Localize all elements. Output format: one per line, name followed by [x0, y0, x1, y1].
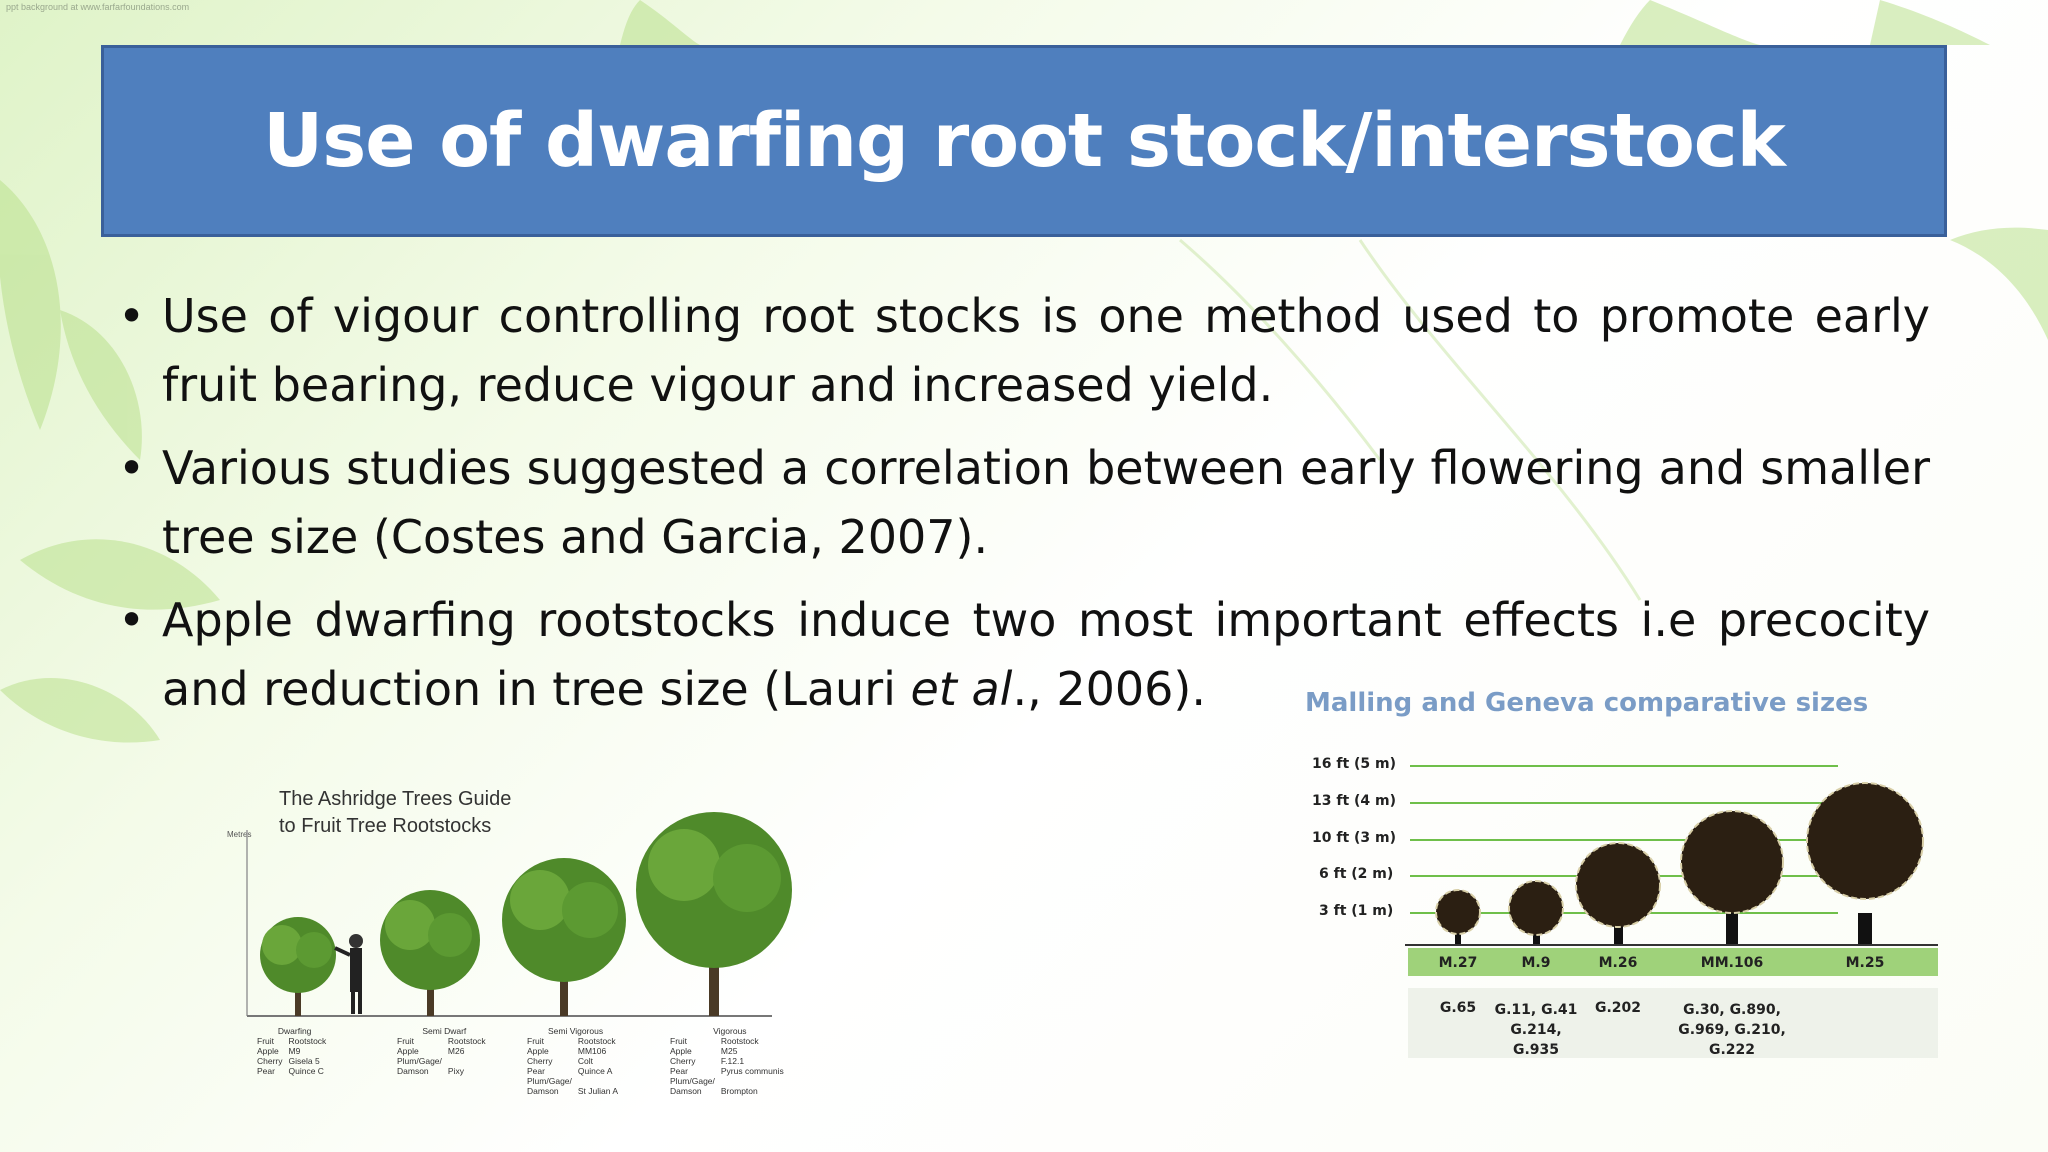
table-row: [257, 1056, 332, 1066]
ashridge-column-table: [257, 1036, 332, 1076]
ashridge-column-semi-dwarf: [397, 1026, 492, 1076]
ashridge-y-axis-label: Metres: [227, 830, 252, 839]
table-cell: Damson: [670, 1086, 702, 1096]
table-row: [670, 1086, 790, 1096]
ashridge-column-semi-vigorous: [527, 1026, 624, 1096]
table-row: [257, 1066, 332, 1076]
geneva-line: G.11, G.41: [1494, 1002, 1578, 1018]
table-cell: F.12.1: [720, 1056, 745, 1066]
bullet-text: Use of vigour controlling root stocks is one method used to promote early fruit bearing, reduce vigour and increased yield.: [162, 289, 1930, 412]
table-cell: Colt: [577, 1056, 594, 1066]
table-cell: Plum/Gage/: [397, 1056, 442, 1066]
table-cell: Damson: [527, 1086, 559, 1096]
ashridge-title-line: to Fruit Tree Rootstocks: [279, 815, 492, 837]
table-cell: [448, 1056, 492, 1066]
table-cell: Pear: [670, 1066, 688, 1076]
table-row: [527, 1036, 624, 1046]
ashridge-column-table: [527, 1036, 624, 1096]
ashridge-figure: [222, 760, 812, 1120]
slide-title: Use of dwarfing root stock/interstock: [263, 98, 1785, 184]
ashridge-column-table: [397, 1036, 492, 1076]
table-cell: Cherry: [670, 1056, 696, 1066]
bullet-icon: •: [118, 441, 146, 495]
ashridge-column-header: Vigorous: [713, 1026, 747, 1036]
table-cell: Apple: [527, 1046, 549, 1056]
table-cell: Fruit: [397, 1036, 414, 1046]
table-cell: Cherry: [257, 1056, 283, 1066]
table-cell: MM106: [577, 1046, 607, 1056]
table-cell: Pixy: [447, 1066, 464, 1076]
table-row: [670, 1066, 790, 1076]
geneva-line: G.214,: [1510, 1022, 1562, 1038]
table-row: [257, 1046, 332, 1056]
geneva-equivalent: [1491, 1000, 1581, 1060]
table-row: [527, 1056, 624, 1066]
malling-title: Malling and Geneva comparative sizes: [1305, 688, 1869, 718]
table-cell: [578, 1076, 624, 1086]
title-banner: [101, 45, 1947, 237]
height-label: 10 ft (3 m): [1312, 830, 1397, 846]
table-cell: Fruit: [670, 1036, 687, 1046]
table-cell: Apple: [397, 1046, 419, 1056]
geneva-equivalent: [1428, 1000, 1488, 1016]
height-label: 6 ft (2 m): [1319, 866, 1394, 882]
malling-trees-graphic: [1300, 745, 1940, 1065]
table-row: [527, 1086, 624, 1096]
table-cell: St Julian A: [577, 1086, 619, 1096]
table-cell: Pear: [257, 1066, 275, 1076]
table-cell: M26: [447, 1046, 465, 1056]
table-row: [397, 1066, 492, 1076]
geneva-line: G.202: [1594, 1000, 1642, 1016]
table-cell: Rootstock: [288, 1036, 327, 1046]
table-cell: Rootstock: [720, 1036, 759, 1046]
geneva-equivalent: [1588, 1000, 1648, 1016]
geneva-line: G.30, G.890,: [1683, 1002, 1781, 1018]
malling-rootstock-label: M.26: [1598, 955, 1638, 971]
malling-rootstock-label: M.25: [1845, 955, 1885, 971]
ashridge-column-table: [670, 1036, 790, 1096]
table-cell: Apple: [257, 1046, 279, 1056]
ashridge-column-header: Semi Vigorous: [547, 1026, 604, 1036]
table-row: [527, 1076, 624, 1086]
table-cell: Quince C: [288, 1066, 324, 1076]
table-cell: Pyrus communis: [720, 1066, 784, 1076]
ashridge-tree-illustration: [222, 760, 812, 1030]
table-cell: Fruit: [257, 1036, 274, 1046]
table-cell: Gisela 5: [288, 1056, 320, 1066]
table-cell: Plum/Gage/: [527, 1076, 572, 1086]
table-cell: Plum/Gage/: [670, 1076, 715, 1086]
height-label: 3 ft (1 m): [1319, 903, 1394, 919]
table-cell: Brompton: [720, 1086, 758, 1096]
ashridge-column-header: Semi Dwarf: [422, 1026, 467, 1036]
table-cell: M9: [288, 1046, 301, 1056]
bullet-icon: •: [118, 593, 146, 647]
bullet-text: Various studies suggested a correlation between early flowering and smaller tree size (Costes and Garcia, 2007).: [162, 441, 1930, 564]
table-cell: Fruit: [527, 1036, 544, 1046]
ashridge-column-vigorous: [670, 1026, 790, 1096]
geneva-line: G.935: [1512, 1042, 1560, 1058]
malling-rootstock-label: MM.106: [1700, 955, 1764, 971]
geneva-line: G.969, G.210,: [1678, 1022, 1786, 1038]
geneva-line: G.222: [1708, 1042, 1756, 1058]
watermark-text: ppt background at www.farfarfoundations.com: [6, 2, 190, 12]
malling-chart: [1300, 745, 1940, 1065]
bullet-text-part: ., 2006).: [1012, 662, 1206, 716]
geneva-line: G.65: [1439, 1000, 1477, 1016]
table-row: [397, 1046, 492, 1056]
table-row: [397, 1056, 492, 1066]
table-row: [670, 1056, 790, 1066]
geneva-equivalent: [1670, 1000, 1794, 1060]
table-row: [527, 1046, 624, 1056]
table-cell: Damson: [397, 1066, 429, 1076]
table-cell: Rootstock: [447, 1036, 486, 1046]
bullet-text-italic: et al: [910, 662, 1013, 716]
height-label: 16 ft (5 m): [1312, 756, 1397, 772]
table-row: [257, 1036, 332, 1046]
malling-rootstock-label: M.27: [1438, 955, 1478, 971]
table-row: [670, 1046, 790, 1056]
height-label: 13 ft (4 m): [1312, 793, 1397, 809]
bullet-icon: •: [118, 289, 146, 343]
ashridge-title-line: The Ashridge Trees Guide: [279, 788, 512, 810]
ashridge-column-dwarfing: [257, 1026, 332, 1076]
table-row: [670, 1036, 790, 1046]
table-row: [670, 1076, 790, 1086]
bullet-list: [118, 282, 1930, 738]
table-cell: Pear: [527, 1066, 545, 1076]
bullet-item: [118, 434, 1930, 572]
table-cell: Rootstock: [577, 1036, 616, 1046]
malling-rootstock-label: M.9: [1521, 955, 1551, 971]
bullet-text-part: Apple dwarfing rootstocks induce two most important effects i.e precocity and reduction in tree size (Lauri: [162, 593, 1930, 716]
bullet-item: [118, 282, 1930, 420]
table-cell: M25: [720, 1046, 738, 1056]
table-cell: Cherry: [527, 1056, 553, 1066]
table-row: [397, 1036, 492, 1046]
table-row: [527, 1066, 624, 1076]
ashridge-column-header: Dwarfing: [277, 1026, 312, 1036]
table-cell: Quince A: [577, 1066, 613, 1076]
table-cell: Apple: [670, 1046, 692, 1056]
table-cell: [721, 1076, 790, 1086]
